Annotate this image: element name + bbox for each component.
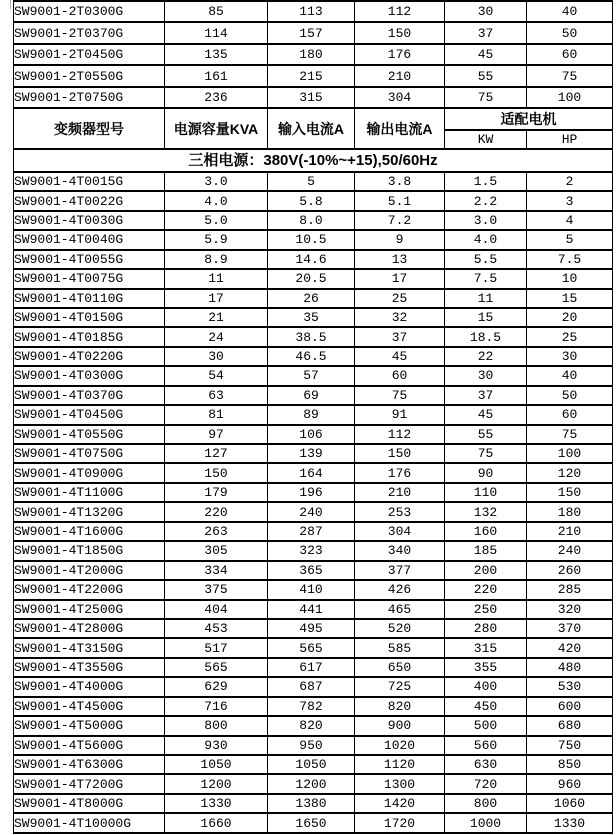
- input-current-cell: 1650: [268, 813, 355, 833]
- motor-kw-cell: 11: [445, 289, 527, 308]
- capacity-kva-cell: 930: [165, 736, 268, 755]
- capacity-kva-cell: 1050: [165, 755, 268, 774]
- capacity-kva-cell: 17: [165, 289, 268, 308]
- input-current-cell: 180: [268, 44, 355, 65]
- motor-kw-cell: 18.5: [445, 327, 527, 346]
- output-current-cell: 900: [355, 716, 445, 735]
- model-cell: SW9001-4T4500G: [14, 697, 165, 716]
- capacity-kva-cell: 81: [165, 405, 268, 424]
- motor-hp-cell: 25: [527, 327, 613, 346]
- table-row: [14, 755, 613, 774]
- motor-kw-cell: 3.0: [445, 211, 527, 230]
- input-current-cell: 240: [268, 502, 355, 521]
- output-current-cell: 585: [355, 638, 445, 657]
- motor-hp-cell: 600: [527, 697, 613, 716]
- table-row: [14, 230, 613, 249]
- output-current-cell: 60: [355, 366, 445, 385]
- motor-hp-cell: 1060: [527, 794, 613, 813]
- motor-kw-cell: 720: [445, 774, 527, 793]
- output-current-cell: 210: [355, 483, 445, 502]
- input-current-cell: 1200: [268, 774, 355, 793]
- table-row: [14, 308, 613, 327]
- model-cell: SW9001-4T0550G: [14, 425, 165, 444]
- motor-kw-cell: 37: [445, 22, 527, 43]
- motor-kw-cell: 630: [445, 755, 527, 774]
- input-current-cell: 5.8: [268, 191, 355, 210]
- input-current-cell: 89: [268, 405, 355, 424]
- motor-hp-cell: 40: [527, 366, 613, 385]
- output-current-cell: 426: [355, 580, 445, 599]
- motor-kw-cell: 90: [445, 463, 527, 482]
- power-supply-banner-row: [14, 149, 613, 172]
- model-cell: SW9001-4T3550G: [14, 658, 165, 677]
- capacity-kva-cell: 135: [165, 44, 268, 65]
- motor-kw-cell: 5.5: [445, 250, 527, 269]
- output-current-cell: 75: [355, 386, 445, 405]
- power-supply-banner: 三相电源：380V(-10%~+15),50/60Hz: [14, 149, 613, 172]
- capacity-kva-cell: 800: [165, 716, 268, 735]
- motor-hp-cell: 150: [527, 483, 613, 502]
- model-cell: SW9001-4T10000G: [14, 813, 165, 833]
- model-cell: SW9001-4T1850G: [14, 541, 165, 560]
- motor-kw-cell: 280: [445, 619, 527, 638]
- motor-hp-cell: 15: [527, 289, 613, 308]
- header-row: [14, 108, 613, 129]
- motor-hp-cell: 20: [527, 308, 613, 327]
- output-current-cell: 91: [355, 405, 445, 424]
- capacity-kva-cell: 179: [165, 483, 268, 502]
- motor-hp-cell: 100: [527, 87, 613, 109]
- input-current-cell: 157: [268, 22, 355, 43]
- input-current-cell: 1380: [268, 794, 355, 813]
- table-row: [14, 425, 613, 444]
- motor-hp-cell: 260: [527, 561, 613, 580]
- output-current-cell: 520: [355, 619, 445, 638]
- model-cell: SW9001-4T6300G: [14, 755, 165, 774]
- motor-hp-cell: 240: [527, 541, 613, 560]
- output-current-cell: 340: [355, 541, 445, 560]
- col-header-adapted-motor: 适配电机: [445, 108, 613, 129]
- motor-kw-cell: 315: [445, 638, 527, 657]
- model-cell: SW9001-4T0220G: [14, 347, 165, 366]
- capacity-kva-cell: 54: [165, 366, 268, 385]
- output-current-cell: 176: [355, 44, 445, 65]
- output-current-cell: 1120: [355, 755, 445, 774]
- output-current-cell: 465: [355, 600, 445, 619]
- output-current-cell: 1720: [355, 813, 445, 833]
- table-row: [14, 638, 613, 657]
- output-current-cell: 45: [355, 347, 445, 366]
- table-row: [14, 269, 613, 288]
- table-row: [14, 619, 613, 638]
- table-row: [14, 65, 613, 86]
- capacity-kva-cell: 236: [165, 87, 268, 109]
- output-current-cell: 820: [355, 697, 445, 716]
- table-row: [14, 366, 613, 385]
- motor-hp-cell: 7.5: [527, 250, 613, 269]
- table-row: [14, 677, 613, 696]
- motor-kw-cell: 355: [445, 658, 527, 677]
- output-current-cell: 725: [355, 677, 445, 696]
- motor-kw-cell: 55: [445, 425, 527, 444]
- motor-hp-cell: 210: [527, 522, 613, 541]
- input-current-cell: 617: [268, 658, 355, 677]
- model-cell: SW9001-4T2800G: [14, 619, 165, 638]
- motor-hp-cell: 2: [527, 172, 613, 191]
- output-current-cell: 650: [355, 658, 445, 677]
- model-cell: SW9001-4T1320G: [14, 502, 165, 521]
- col-header-model: 变频器型号: [14, 108, 165, 149]
- table-row: [14, 794, 613, 813]
- table-header-block: [14, 108, 613, 171]
- capacity-kva-cell: 1330: [165, 794, 268, 813]
- model-cell: SW9001-4T1100G: [14, 483, 165, 502]
- capacity-kva-cell: 305: [165, 541, 268, 560]
- capacity-kva-cell: 85: [165, 1, 268, 22]
- motor-hp-cell: 75: [527, 65, 613, 86]
- table-row: [14, 250, 613, 269]
- motor-kw-cell: 30: [445, 366, 527, 385]
- input-current-cell: 57: [268, 366, 355, 385]
- input-current-cell: 196: [268, 483, 355, 502]
- table-row: [14, 327, 613, 346]
- input-current-cell: 287: [268, 522, 355, 541]
- model-cell: SW9001-4T0022G: [14, 191, 165, 210]
- input-current-cell: 69: [268, 386, 355, 405]
- capacity-kva-cell: 565: [165, 658, 268, 677]
- motor-kw-cell: 560: [445, 736, 527, 755]
- motor-hp-cell: 530: [527, 677, 613, 696]
- output-current-cell: 1300: [355, 774, 445, 793]
- table-row: [14, 444, 613, 463]
- model-cell: SW9001-4T2500G: [14, 600, 165, 619]
- motor-hp-cell: 50: [527, 22, 613, 43]
- motor-hp-cell: 960: [527, 774, 613, 793]
- input-current-cell: 315: [268, 87, 355, 109]
- motor-kw-cell: 2.2: [445, 191, 527, 210]
- table-row: [14, 600, 613, 619]
- input-current-cell: 10.5: [268, 230, 355, 249]
- table-body-2t-continuation: [14, 1, 613, 108]
- output-current-cell: 1020: [355, 736, 445, 755]
- input-current-cell: 113: [268, 1, 355, 22]
- table-row: [14, 774, 613, 793]
- capacity-kva-cell: 127: [165, 444, 268, 463]
- table-row: [14, 522, 613, 541]
- table-row: [14, 87, 613, 109]
- motor-kw-cell: 75: [445, 87, 527, 109]
- model-cell: SW9001-4T5600G: [14, 736, 165, 755]
- capacity-kva-cell: 150: [165, 463, 268, 482]
- capacity-kva-cell: 161: [165, 65, 268, 86]
- output-current-cell: 304: [355, 87, 445, 109]
- model-cell: SW9001-4T1600G: [14, 522, 165, 541]
- output-current-cell: 253: [355, 502, 445, 521]
- capacity-kva-cell: 716: [165, 697, 268, 716]
- motor-kw-cell: 132: [445, 502, 527, 521]
- model-cell: SW9001-4T0015G: [14, 172, 165, 191]
- motor-hp-cell: 680: [527, 716, 613, 735]
- input-current-cell: 441: [268, 600, 355, 619]
- input-current-cell: 106: [268, 425, 355, 444]
- capacity-kva-cell: 3.0: [165, 172, 268, 191]
- motor-kw-cell: 15: [445, 308, 527, 327]
- motor-kw-cell: 7.5: [445, 269, 527, 288]
- motor-kw-cell: 400: [445, 677, 527, 696]
- motor-hp-cell: 40: [527, 1, 613, 22]
- model-cell: SW9001-4T0750G: [14, 444, 165, 463]
- model-cell: SW9001-2T0370G: [14, 22, 165, 43]
- model-cell: SW9001-4T3150G: [14, 638, 165, 657]
- model-cell: SW9001-4T0110G: [14, 289, 165, 308]
- motor-kw-cell: 55: [445, 65, 527, 86]
- motor-hp-cell: 480: [527, 658, 613, 677]
- model-cell: SW9001-2T0550G: [14, 65, 165, 86]
- motor-hp-cell: 320: [527, 600, 613, 619]
- table-row: [14, 289, 613, 308]
- model-cell: SW9001-4T0900G: [14, 463, 165, 482]
- capacity-kva-cell: 4.0: [165, 191, 268, 210]
- table-row: [14, 44, 613, 65]
- input-current-cell: 8.0: [268, 211, 355, 230]
- output-current-cell: 112: [355, 1, 445, 22]
- output-current-cell: 13: [355, 250, 445, 269]
- table-row: [14, 716, 613, 735]
- input-current-cell: 820: [268, 716, 355, 735]
- table-row: [14, 463, 613, 482]
- col-header-hp: HP: [527, 130, 613, 149]
- model-cell: SW9001-4T0185G: [14, 327, 165, 346]
- model-cell: SW9001-4T4000G: [14, 677, 165, 696]
- model-cell: SW9001-4T0450G: [14, 405, 165, 424]
- input-current-cell: 35: [268, 308, 355, 327]
- output-current-cell: 37: [355, 327, 445, 346]
- col-header-capacity-kva: 电源容量KVA: [165, 108, 268, 149]
- output-current-cell: 1420: [355, 794, 445, 813]
- table-row: [14, 405, 613, 424]
- output-current-cell: 176: [355, 463, 445, 482]
- input-current-cell: 495: [268, 619, 355, 638]
- input-current-cell: 365: [268, 561, 355, 580]
- motor-kw-cell: 800: [445, 794, 527, 813]
- motor-kw-cell: 1.5: [445, 172, 527, 191]
- motor-kw-cell: 45: [445, 405, 527, 424]
- output-current-cell: 304: [355, 522, 445, 541]
- table-row: [14, 658, 613, 677]
- input-current-cell: 782: [268, 697, 355, 716]
- motor-kw-cell: 500: [445, 716, 527, 735]
- capacity-kva-cell: 24: [165, 327, 268, 346]
- motor-hp-cell: 180: [527, 502, 613, 521]
- motor-kw-cell: 45: [445, 44, 527, 65]
- motor-hp-cell: 285: [527, 580, 613, 599]
- table-row: [14, 483, 613, 502]
- model-cell: SW9001-4T7200G: [14, 774, 165, 793]
- model-cell: SW9001-4T0370G: [14, 386, 165, 405]
- table-row: [14, 1, 613, 22]
- capacity-kva-cell: 5.9: [165, 230, 268, 249]
- input-current-cell: 26: [268, 289, 355, 308]
- motor-hp-cell: 750: [527, 736, 613, 755]
- motor-kw-cell: 30: [445, 1, 527, 22]
- motor-hp-cell: 10: [527, 269, 613, 288]
- input-current-cell: 1050: [268, 755, 355, 774]
- output-current-cell: 17: [355, 269, 445, 288]
- motor-hp-cell: 100: [527, 444, 613, 463]
- input-current-cell: 687: [268, 677, 355, 696]
- table-row: [14, 736, 613, 755]
- model-cell: SW9001-4T2000G: [14, 561, 165, 580]
- motor-hp-cell: 75: [527, 425, 613, 444]
- model-cell: SW9001-4T2200G: [14, 580, 165, 599]
- model-cell: SW9001-4T0030G: [14, 211, 165, 230]
- table-row: [14, 347, 613, 366]
- col-header-kw: KW: [445, 130, 527, 149]
- input-current-cell: 164: [268, 463, 355, 482]
- inverter-spec-table: [13, 0, 613, 834]
- motor-hp-cell: 4: [527, 211, 613, 230]
- capacity-kva-cell: 263: [165, 522, 268, 541]
- table-row: [14, 172, 613, 191]
- motor-hp-cell: 1330: [527, 813, 613, 833]
- table-row: [14, 561, 613, 580]
- input-current-cell: 20.5: [268, 269, 355, 288]
- input-current-cell: 5: [268, 172, 355, 191]
- table-row: [14, 211, 613, 230]
- input-current-cell: 323: [268, 541, 355, 560]
- motor-hp-cell: 370: [527, 619, 613, 638]
- model-cell: SW9001-2T0450G: [14, 44, 165, 65]
- capacity-kva-cell: 5.0: [165, 211, 268, 230]
- table-row: [14, 541, 613, 560]
- col-header-output-current: 输出电流A: [355, 108, 445, 149]
- motor-kw-cell: 250: [445, 600, 527, 619]
- input-current-cell: 139: [268, 444, 355, 463]
- output-current-cell: 3.8: [355, 172, 445, 191]
- motor-kw-cell: 110: [445, 483, 527, 502]
- col-header-input-current: 输入电流A: [268, 108, 355, 149]
- output-current-cell: 150: [355, 444, 445, 463]
- output-current-cell: 25: [355, 289, 445, 308]
- input-current-cell: 410: [268, 580, 355, 599]
- page-edge-artifact: [10, 0, 11, 9]
- motor-kw-cell: 200: [445, 561, 527, 580]
- output-current-cell: 112: [355, 425, 445, 444]
- output-current-cell: 150: [355, 22, 445, 43]
- motor-kw-cell: 450: [445, 697, 527, 716]
- output-current-cell: 377: [355, 561, 445, 580]
- capacity-kva-cell: 1200: [165, 774, 268, 793]
- motor-hp-cell: 420: [527, 638, 613, 657]
- model-cell: SW9001-4T0300G: [14, 366, 165, 385]
- motor-kw-cell: 1000: [445, 813, 527, 833]
- capacity-kva-cell: 11: [165, 269, 268, 288]
- capacity-kva-cell: 114: [165, 22, 268, 43]
- capacity-kva-cell: 97: [165, 425, 268, 444]
- motor-kw-cell: 75: [445, 444, 527, 463]
- model-cell: SW9001-2T0750G: [14, 87, 165, 109]
- motor-hp-cell: 850: [527, 755, 613, 774]
- motor-hp-cell: 50: [527, 386, 613, 405]
- input-current-cell: 14.6: [268, 250, 355, 269]
- capacity-kva-cell: 8.9: [165, 250, 268, 269]
- motor-kw-cell: 220: [445, 580, 527, 599]
- motor-hp-cell: 5: [527, 230, 613, 249]
- capacity-kva-cell: 629: [165, 677, 268, 696]
- output-current-cell: 32: [355, 308, 445, 327]
- capacity-kva-cell: 30: [165, 347, 268, 366]
- motor-hp-cell: 3: [527, 191, 613, 210]
- model-cell: SW9001-4T0055G: [14, 250, 165, 269]
- capacity-kva-cell: 220: [165, 502, 268, 521]
- model-cell: SW9001-2T0300G: [14, 1, 165, 22]
- motor-kw-cell: 22: [445, 347, 527, 366]
- capacity-kva-cell: 404: [165, 600, 268, 619]
- capacity-kva-cell: 1660: [165, 813, 268, 833]
- table-row: [14, 813, 613, 833]
- capacity-kva-cell: 63: [165, 386, 268, 405]
- capacity-kva-cell: 334: [165, 561, 268, 580]
- motor-hp-cell: 60: [527, 44, 613, 65]
- motor-hp-cell: 120: [527, 463, 613, 482]
- motor-hp-cell: 30: [527, 347, 613, 366]
- model-cell: SW9001-4T8000G: [14, 794, 165, 813]
- model-cell: SW9001-4T5000G: [14, 716, 165, 735]
- input-current-cell: 565: [268, 638, 355, 657]
- table-row: [14, 22, 613, 43]
- capacity-kva-cell: 517: [165, 638, 268, 657]
- output-current-cell: 7.2: [355, 211, 445, 230]
- output-current-cell: 9: [355, 230, 445, 249]
- model-cell: SW9001-4T0075G: [14, 269, 165, 288]
- motor-kw-cell: 185: [445, 541, 527, 560]
- output-current-cell: 210: [355, 65, 445, 86]
- input-current-cell: 46.5: [268, 347, 355, 366]
- table-row: [14, 191, 613, 210]
- table-row: [14, 697, 613, 716]
- table-row: [14, 386, 613, 405]
- capacity-kva-cell: 453: [165, 619, 268, 638]
- model-cell: SW9001-4T0150G: [14, 308, 165, 327]
- capacity-kva-cell: 375: [165, 580, 268, 599]
- motor-kw-cell: 37: [445, 386, 527, 405]
- input-current-cell: 950: [268, 736, 355, 755]
- table-body-4t: [14, 172, 613, 833]
- motor-hp-cell: 60: [527, 405, 613, 424]
- input-current-cell: 215: [268, 65, 355, 86]
- table-row: [14, 580, 613, 599]
- table-row: [14, 502, 613, 521]
- input-current-cell: 38.5: [268, 327, 355, 346]
- capacity-kva-cell: 21: [165, 308, 268, 327]
- motor-kw-cell: 4.0: [445, 230, 527, 249]
- motor-kw-cell: 160: [445, 522, 527, 541]
- output-current-cell: 5.1: [355, 191, 445, 210]
- model-cell: SW9001-4T0040G: [14, 230, 165, 249]
